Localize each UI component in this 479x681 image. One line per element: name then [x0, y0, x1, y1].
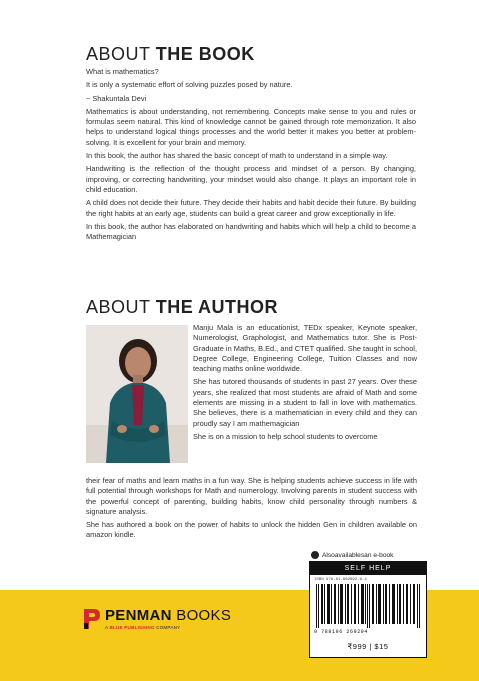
author-paragraph: She has authored a book on the power of habits to unlock the hidden Gen in children available on amazon kindle.: [86, 520, 417, 540]
author-paragraph: Manju Mala is an educationist, TEDx speaker, Keynote speaker, Numerologist, Graphologist, and Mathematics tutor. She is Post-Graduate in Maths, B.Ed., and CTET qualified. She taught in school, Degree College, Engineering College, Tuition Classes and now teaching maths online worldwide.: [193, 323, 417, 374]
about-book-text: [86, 67, 416, 245]
isbn-text: ISBN 978-81-962692-9-4: [314, 578, 367, 582]
book-paragraph: A child does not decide their future. They decide their habits and habit decide their future. By building the right habits at an early age, students can build a great career and grow exceptionally in life.: [86, 198, 416, 218]
author-paragraph: She has tutored thousands of students in past 27 years. Over these years, she realized that most students are afraid of Math and some elements are missing in a student to fall in love with mathematics. She believes, there is a mathematician in every child and they can proudly say I am mathemagician: [193, 377, 417, 428]
publisher-tagline: [105, 625, 231, 630]
about-book-heading: [86, 44, 255, 65]
author-paragraph: She is on a mission to help school students to overcome: [193, 431, 378, 441]
about-book-heading-light: ABOUT: [86, 44, 151, 64]
ebook-availability-tag: [309, 549, 425, 561]
publisher-name: [105, 608, 231, 624]
book-paragraph: In this book, the author has elaborated on handwriting and habits which will help a child to become a Mathemagician: [86, 221, 416, 242]
ebook-label: Alsoavailablesan e-book: [322, 551, 394, 559]
about-book-heading-bold: THE BOOK: [155, 44, 255, 64]
author-paragraph: their fear of maths and learn maths in a fun way. She is helping students achieve success in life with full potential through workshops for Math and numerology. Involving parents in student success with the powerful concept of parenting, building habits, know child personality through numbers & signature analysis.: [86, 476, 417, 516]
book-paragraph: In this book, the author has shared the basic concept of math to understand in a simple way.: [86, 151, 388, 161]
book-paragraph: Mathematics is about understanding, not remembering. Concepts make sense to you and rules or formulas seem natural. This kind of knowledge cannot be gained through rote memorization. It also helps to understand logical things processes and the world better it makes you better at problem-solving. It is excellent for your brain and memory.: [86, 106, 416, 147]
book-paragraph: It is only a systematic effort of solving puzzles posed by nature.: [86, 80, 293, 90]
publisher-name-bold: PENMAN: [105, 607, 172, 624]
about-author-text-right: [193, 323, 417, 445]
about-author-heading: [86, 297, 278, 318]
book-paragraph: Handwriting is the reflection of the thought process and mindset of a person. By changing, improving, or correcting handwriting, your mindset would also change. It plays an important role in child education.: [86, 164, 416, 194]
category-label: SELF HELP: [310, 562, 426, 575]
publisher-logo: [83, 608, 231, 630]
book-paragraph: What is mathematics?: [86, 67, 159, 76]
about-author-text-full: [86, 476, 417, 544]
about-author-heading-bold: THE AUTHOR: [155, 297, 279, 317]
barcode-digits: 9 788196 269294: [314, 629, 369, 635]
barcode-icon: [314, 584, 422, 628]
author-portrait-illustration: [86, 325, 188, 463]
author-photo: [86, 325, 188, 463]
publisher-name-light: BOOKS: [176, 607, 232, 624]
penman-logo-icon: [83, 608, 101, 630]
about-author-heading-light: ABOUT: [86, 297, 151, 317]
price-label: ₹999 | $15: [347, 642, 389, 651]
tagline-prefix: A: [105, 625, 109, 630]
kindle-icon: [311, 551, 319, 559]
book-quote-attribution: ~ Shakuntala Devi: [86, 93, 147, 103]
tagline-highlight: BLUE PUBLISHING: [109, 625, 155, 630]
tagline-suffix: COMPANY: [156, 625, 181, 630]
barcode-panel: [309, 561, 427, 658]
